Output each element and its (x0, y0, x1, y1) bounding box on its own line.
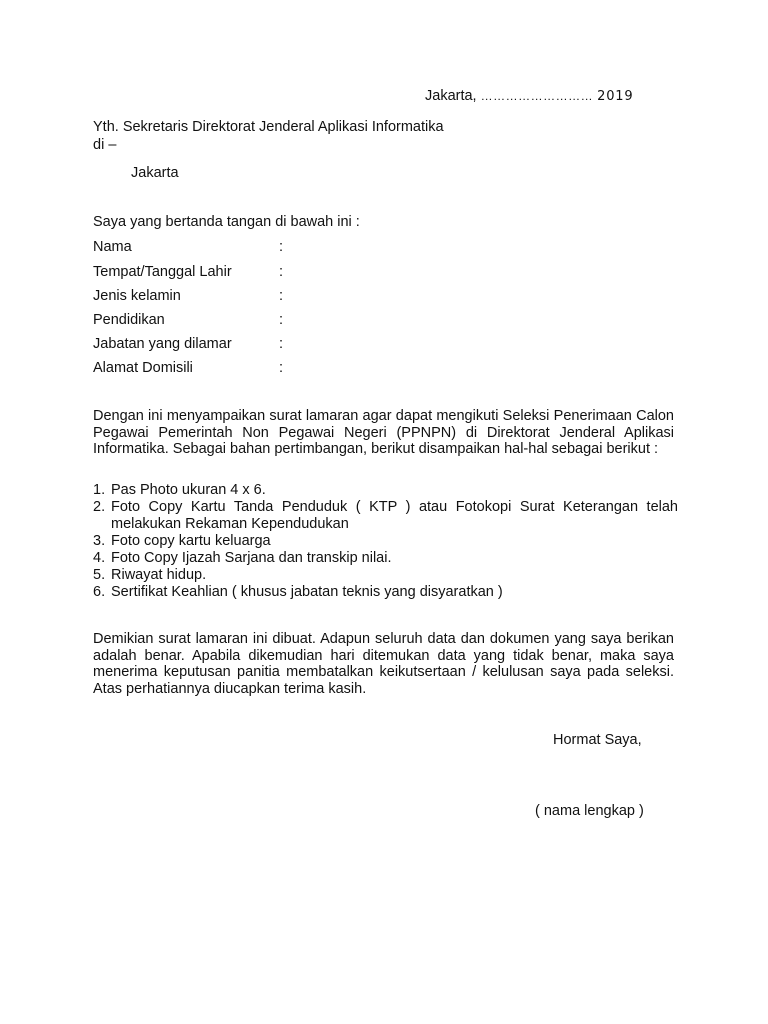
place-date (425, 88, 633, 104)
list-item-text: Riwayat hidup. (111, 567, 207, 583)
body-paragraph: Dengan ini menyampaikan surat lamaran agar dapat mengikuti Seleksi Penerimaan Calon Pegawai Pemerintah Non Pegawai Negeri (PPNPN) di Direktorat Jenderal Aplikasi Informatika. Sebagai bahan pertimbangan, berikut disampaikan hal-hal sebagai berikut : (93, 408, 674, 457)
list-item-number: 4. (93, 550, 106, 566)
field-label: Pendidikan (93, 312, 165, 328)
field-colon: : (279, 312, 284, 328)
recipient-line-2: di – (93, 137, 117, 153)
closing-paragraph: Demikian surat lamaran ini dibuat. Adapun seluruh data dan dokumen yang saya berikan adalah benar. Apabila dikemudian hari ditemukan data yang tidak benar, maka saya menerima keputusan panitia membatalkan keikutsertaan / kelulusan saya pada seleksi. Atas perhatiannya diucapkan terima kasih. (93, 631, 674, 697)
list-item-text: Foto Copy Ijazah Sarjana dan transkip nilai. (111, 550, 392, 566)
recipient-city: Jakarta (131, 165, 179, 181)
list-item-number: 5. (93, 567, 106, 583)
place-date-dots: ……………………… (480, 89, 594, 103)
field-colon: : (279, 264, 284, 280)
list-item-text: Pas Photo ukuran 4 x 6. (111, 482, 266, 498)
list-item (93, 550, 678, 567)
signature-name-placeholder: ( nama lengkap ) (535, 803, 644, 819)
list-item (93, 567, 678, 584)
list-item (93, 499, 678, 533)
place-date-prefix: Jakarta, (425, 88, 477, 104)
field-colon: : (279, 239, 284, 255)
intro-text: Saya yang bertanda tangan di bawah ini : (93, 214, 360, 230)
recipient-line-1: Yth. Sekretaris Direktorat Jenderal Aplikasi Informatika (93, 119, 444, 135)
list-item-number: 1. (93, 482, 106, 498)
list-item (93, 482, 678, 499)
list-item-text: Sertifikat Keahlian ( khusus jabatan teknis yang disyaratkan ) (111, 584, 503, 600)
field-label: Alamat Domisili (93, 360, 193, 376)
field-colon: : (279, 336, 284, 352)
list-item-text: Foto Copy Kartu Tanda Penduduk ( KTP ) atau Fotokopi Surat Keterangan telah melakukan Rekaman Kependudukan (111, 499, 678, 532)
field-colon: : (279, 360, 284, 376)
field-label: Tempat/Tanggal Lahir (93, 264, 232, 280)
field-label: Jenis kelamin (93, 288, 181, 304)
list-item (93, 584, 678, 601)
field-label: Nama (93, 239, 132, 255)
signature-greeting: Hormat Saya, (553, 732, 642, 748)
list-item-number: 2. (93, 499, 106, 515)
list-item-text: Foto copy kartu keluarga (111, 533, 271, 549)
field-colon: : (279, 288, 284, 304)
field-label: Jabatan yang dilamar (93, 336, 232, 352)
list-item-number: 3. (93, 533, 106, 549)
list-item (93, 533, 678, 550)
list-item-number: 6. (93, 584, 106, 600)
place-date-year: 2019 (597, 89, 634, 104)
